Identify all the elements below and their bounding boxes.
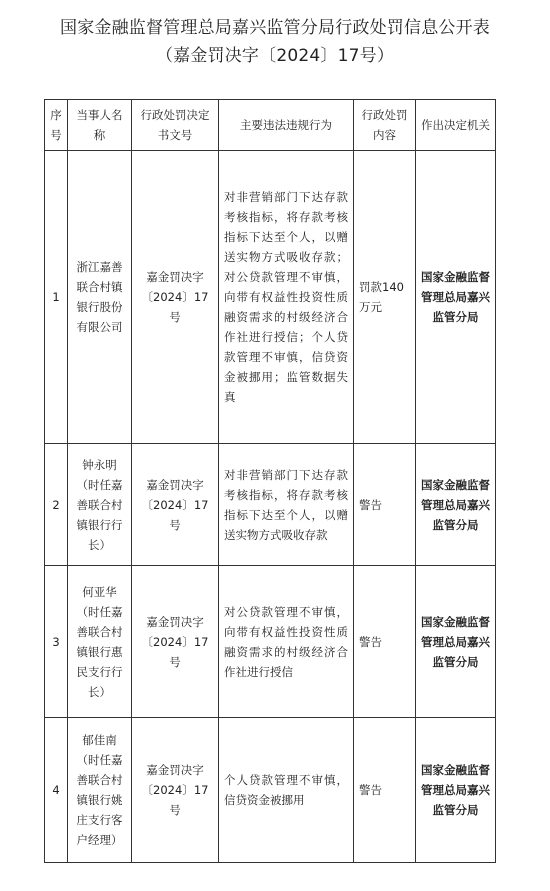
cell-doc-no: 嘉金罚决字〔2024〕17号 xyxy=(132,566,219,718)
cell-no: 2 xyxy=(45,444,68,566)
cell-penalty: 警告 xyxy=(354,444,416,566)
header-party: 当事人名称 xyxy=(68,100,132,151)
cell-authority: 国家金融监督管理总局嘉兴监管分局 xyxy=(416,566,496,718)
cell-doc-no: 嘉金罚决字〔2024〕17号 xyxy=(132,151,219,444)
cell-party: 钟永明（时任嘉善联合村镇银行行长） xyxy=(68,444,132,566)
cell-penalty: 警告 xyxy=(354,566,416,718)
cell-authority: 国家金融监督管理总局嘉兴监管分局 xyxy=(416,151,496,444)
cell-violation: 对非营销部门下达存款考核指标，将存款考核指标下达至个人，以赠送实物方式吸收存款；对公贷款管理不审慎，向带有权益性投资性质融资需求的村级经济合作社进行授信；个人贷款管理不审慎，信贷资金被挪用；监管数据失真 xyxy=(219,151,354,444)
table-row xyxy=(45,444,496,566)
cell-authority: 国家金融监督管理总局嘉兴监管分局 xyxy=(416,718,496,863)
header-doc-no: 行政处罚决定书文号 xyxy=(132,100,219,151)
title-line-2: （嘉金罚决字〔2024〕17号） xyxy=(155,46,395,66)
cell-penalty: 警告 xyxy=(354,718,416,863)
cell-violation: 个人贷款管理不审慎，信贷资金被挪用 xyxy=(219,718,354,863)
header-authority: 作出决定机关 xyxy=(416,100,496,151)
cell-no: 4 xyxy=(45,718,68,863)
cell-doc-no: 嘉金罚决字〔2024〕17号 xyxy=(132,444,219,566)
document-title xyxy=(0,0,550,70)
header-row xyxy=(45,100,496,151)
cell-party: 何亚华（时任嘉善联合村镇银行惠民支行行长） xyxy=(68,566,132,718)
table-row xyxy=(45,718,496,863)
cell-doc-no: 嘉金罚决字〔2024〕17号 xyxy=(132,718,219,863)
table-row xyxy=(45,566,496,718)
title-line-1: 国家金融监督管理总局嘉兴监管分局行政处罚信息公开表 xyxy=(60,18,490,38)
cell-party: 浙江嘉善联合村镇银行股份有限公司 xyxy=(68,151,132,444)
table-header xyxy=(45,100,496,151)
header-penalty: 行政处罚内容 xyxy=(354,100,416,151)
cell-violation: 对非营销部门下达存款考核指标，将存款考核指标下达至个人，以赠送实物方式吸收存款 xyxy=(219,444,354,566)
header-no: 序号 xyxy=(45,100,68,151)
table-row xyxy=(45,151,496,444)
penalty-table xyxy=(44,99,496,863)
cell-party: 郁佳南（时任嘉善联合村镇银行姚庄支行客户经理） xyxy=(68,718,132,863)
table-body xyxy=(45,151,496,863)
cell-authority: 国家金融监督管理总局嘉兴监管分局 xyxy=(416,444,496,566)
cell-penalty: 罚款140万元 xyxy=(354,151,416,444)
cell-violation: 对公贷款管理不审慎，向带有权益性投资性质融资需求的村级经济合作社进行授信 xyxy=(219,566,354,718)
cell-no: 3 xyxy=(45,566,68,718)
header-violation: 主要违法违规行为 xyxy=(219,100,354,151)
cell-no: 1 xyxy=(45,151,68,444)
